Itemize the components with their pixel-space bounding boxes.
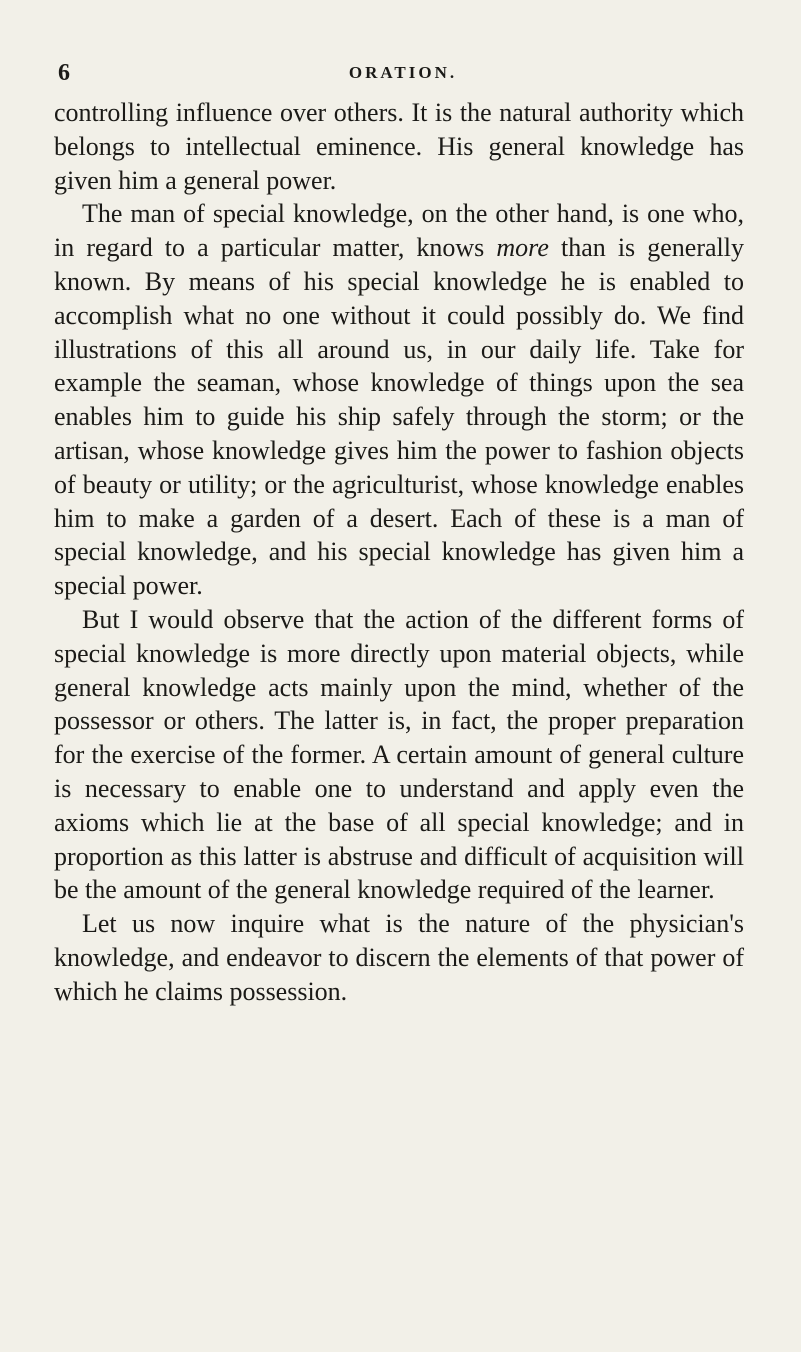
running-head: ORATION. (348, 63, 458, 82)
page-header (58, 58, 748, 88)
paragraph-4 (54, 907, 744, 1008)
paragraph-1 (54, 96, 744, 197)
paragraph-1-text: controlling influence over others. It is the natural authority which belongs to intellectual eminence. His general knowledge has given him a general power. (54, 98, 744, 195)
paragraph-2 (54, 197, 744, 603)
paragraph-4-text: Let us now inquire what is the nature of the physician's knowledge, and endeavor to discern the elements of that power of which he claims possession. (54, 909, 744, 1006)
paragraph-3 (54, 603, 744, 907)
paragraph-2-emphasis: more (496, 233, 549, 263)
paragraph-2-text-after: than is generally known. By means of his special knowledge he is enabled to accomplish what no one without it could possibly do. We find illustrations of this all around us, in our daily life. Take for example the seaman, whose knowledge of things upon the sea enables him to guide his ship safely through the storm; or the artisan, whose knowledge gives him the power to fashion objects of beauty or utility; or the agriculturist, whose knowledge enables him to make a garden of a desert. Each of these is a man of special knowledge, and his special knowledge has given him a special power. (54, 233, 744, 601)
page-number: 6 (58, 60, 70, 86)
body-text (54, 96, 744, 1009)
paragraph-3-text: But I would observe that the action of the different forms of special knowledge is more directly upon material objects, while general knowledge acts mainly upon the mind, whether of the possessor or others. The latter is, in fact, the proper preparation for the exercise of the former. A certain amount of general culture is necessary to enable one to understand and apply even the axioms which lie at the base of all special knowledge; and in proportion as this latter is abstruse and difficult of acquisition will be the amount of the general knowledge required of the learner. (54, 604, 744, 905)
paragraph-2-text-before: The man of special knowledge, on the other hand, is one who, in regard to a particular matter, knows (54, 199, 744, 263)
